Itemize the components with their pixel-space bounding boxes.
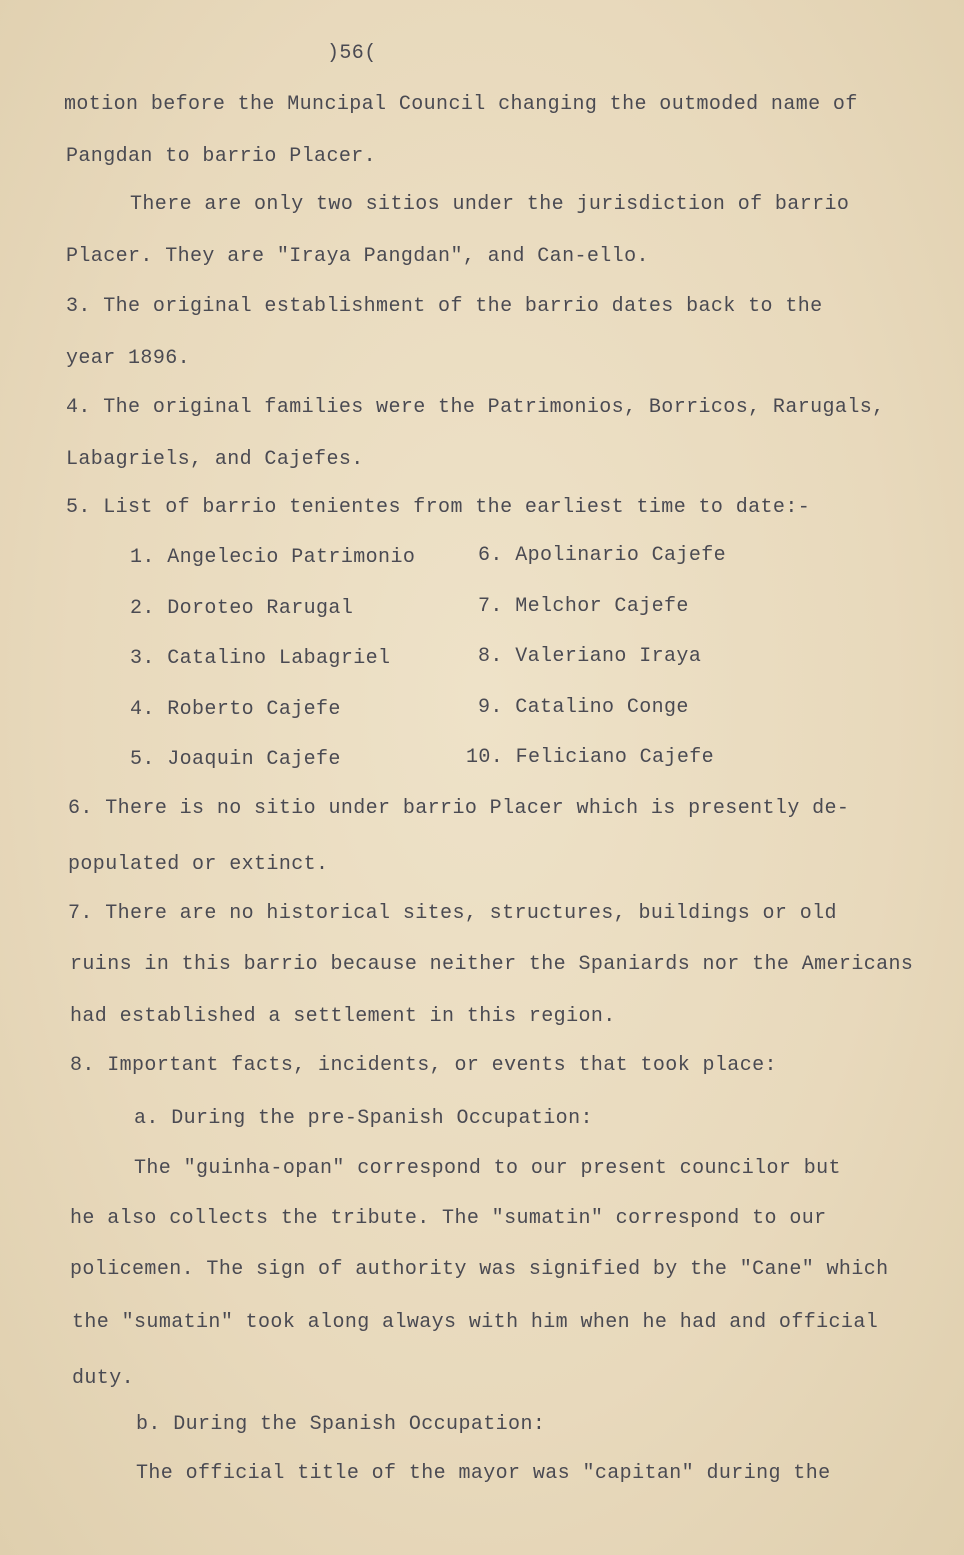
teniente-item: 6. Apolinario Cajefe (478, 544, 727, 567)
teniente-item: 4. Roberto Cajefe (130, 698, 341, 721)
paragraph-line: policemen. The sign of authority was signified by the "Cane" which (70, 1258, 889, 1281)
paragraph-line: The official title of the mayor was "capitan" during the (136, 1462, 831, 1485)
teniente-item: 1. Angelecio Patrimonio (130, 546, 416, 569)
page-number: )56( (327, 42, 377, 65)
paragraph-line: 6. There is no sitio under barrio Placer which is presently de- (68, 797, 850, 820)
paragraph-line: motion before the Muncipal Council changing the outmoded name of (64, 93, 858, 116)
paragraph-line: 7. There are no historical sites, structures, buildings or old (68, 902, 837, 925)
paragraph-line: The "guinha-opan" correspond to our present councilor but (134, 1157, 841, 1180)
paragraph-line: he also collects the tribute. The "sumatin" correspond to our (70, 1207, 827, 1230)
paragraph-line: year 1896. (66, 347, 191, 370)
teniente-item: 10. Feliciano Cajefe (466, 746, 715, 769)
paragraph-line: duty. (72, 1367, 135, 1390)
paragraph-line: had established a settlement in this region. (70, 1005, 616, 1028)
paragraph-line: Placer. They are "Iraya Pangdan", and Can-ello. (66, 245, 649, 268)
paragraph-line: Pangdan to barrio Placer. (66, 145, 377, 168)
teniente-item: 9. Catalino Conge (478, 696, 689, 719)
paragraph-line: Labagriels, and Cajefes. (66, 448, 364, 471)
paragraph-line: populated or extinct. (68, 853, 329, 876)
paragraph-line: the "sumatin" took along always with him when he had and official (72, 1311, 879, 1334)
teniente-item: 7. Melchor Cajefe (478, 595, 689, 618)
teniente-item: 8. Valeriano Iraya (478, 645, 702, 668)
paragraph-line: 5. List of barrio tenientes from the earliest time to date:- (66, 496, 811, 519)
paragraph-line: ruins in this barrio because neither the Spaniards nor the Americans (70, 953, 914, 976)
paragraph-line: There are only two sitios under the jurisdiction of barrio (130, 193, 850, 216)
section-heading: b. During the Spanish Occupation: (136, 1413, 546, 1436)
paragraph-line: 4. The original families were the Patrimonios, Borricos, Rarugals, (66, 396, 885, 419)
teniente-item: 5. Joaquin Cajefe (130, 748, 341, 771)
paragraph-line: 8. Important facts, incidents, or events that took place: (70, 1054, 777, 1077)
teniente-item: 2. Doroteo Rarugal (130, 597, 354, 620)
teniente-item: 3. Catalino Labagriel (130, 647, 391, 670)
section-heading: a. During the pre-Spanish Occupation: (134, 1107, 593, 1130)
paragraph-line: 3. The original establishment of the barrio dates back to the (66, 295, 823, 318)
